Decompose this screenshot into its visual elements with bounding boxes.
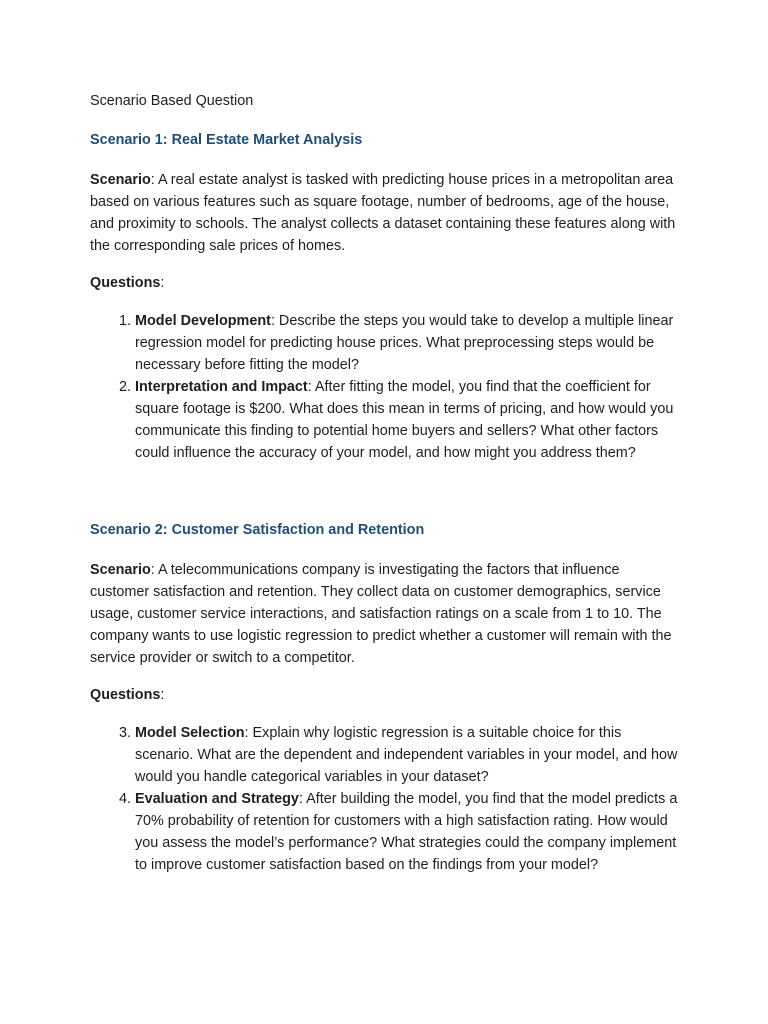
scenario-1-questions-colon: : — [160, 275, 165, 291]
question-2 — [135, 376, 678, 464]
scenario-2-questions-label — [90, 684, 678, 706]
question-4 — [135, 788, 678, 876]
scenario-2-heading: Scenario 2: Customer Satisfaction and Retention — [90, 522, 425, 538]
question-2-title: Interpretation and Impact — [135, 379, 308, 395]
scenario-1-text: : A real estate analyst is tasked with predicting house prices in a metropolitan area based on various features such as square footage, number of bedrooms, age of the house, and proximity to schools. The analyst collects a dataset containing these features along with the corresponding sale prices of homes. — [90, 172, 676, 254]
question-1-title: Model Development — [135, 313, 271, 329]
scenario-2-text: : A telecommunications company is investigating the factors that influence customer satisfaction and retention. They collect data on customer demographics, service usage, customer service interactions, and satisfaction ratings on a scale from 1 to 10. The company wants to use logistic regression to predict whether a customer will remain with the service provider or switch to a competitor. — [90, 562, 672, 666]
scenario-2-questions-colon: : — [160, 687, 165, 703]
scenario-1-question-list — [90, 310, 678, 464]
question-2-text: : After fitting the model, you find that the coefficient for square footage is $200. What does this mean in terms of pricing, and how would you communicate this finding to potential home buyers and sellers? What other factors could influence the accuracy of your model, and how might you address them? — [135, 379, 674, 461]
question-3 — [135, 722, 678, 788]
question-3-text: : Explain why logistic regression is a suitable choice for this scenario. What are the dependent and independent variables in your model, and how would you handle categorical variables in your dataset? — [135, 725, 678, 785]
scenario-2-description — [90, 559, 678, 669]
scenario-2-question-list — [90, 722, 678, 876]
scenario-1-questions-label — [90, 272, 678, 294]
question-1-text: : Describe the steps you would take to develop a multiple linear regression model for predicting house prices. What preprocessing steps would be necessary before fitting the model? — [135, 313, 674, 373]
scenario-1-label: Scenario — [90, 172, 151, 188]
scenario-1-section — [90, 129, 678, 464]
scenario-2-section — [90, 519, 678, 876]
question-1 — [135, 310, 678, 376]
scenario-2-questions-title: Questions — [90, 687, 161, 703]
scenario-1-description — [90, 169, 678, 257]
question-3-title: Model Selection — [135, 725, 245, 741]
scenario-1-questions-title: Questions — [90, 275, 161, 291]
question-4-title: Evaluation and Strategy — [135, 791, 299, 807]
question-4-text: : After building the model, you find that the model predicts a 70% probability of retention for customers with a high satisfaction rating. How would you assess the model’s performance? What strategies could the company implement to improve customer satisfaction based on the findings from your model? — [135, 791, 678, 873]
scenario-2-label: Scenario — [90, 562, 151, 578]
scenario-1-heading: Scenario 1: Real Estate Market Analysis — [90, 132, 363, 148]
document-title: Scenario Based Question — [90, 93, 254, 109]
